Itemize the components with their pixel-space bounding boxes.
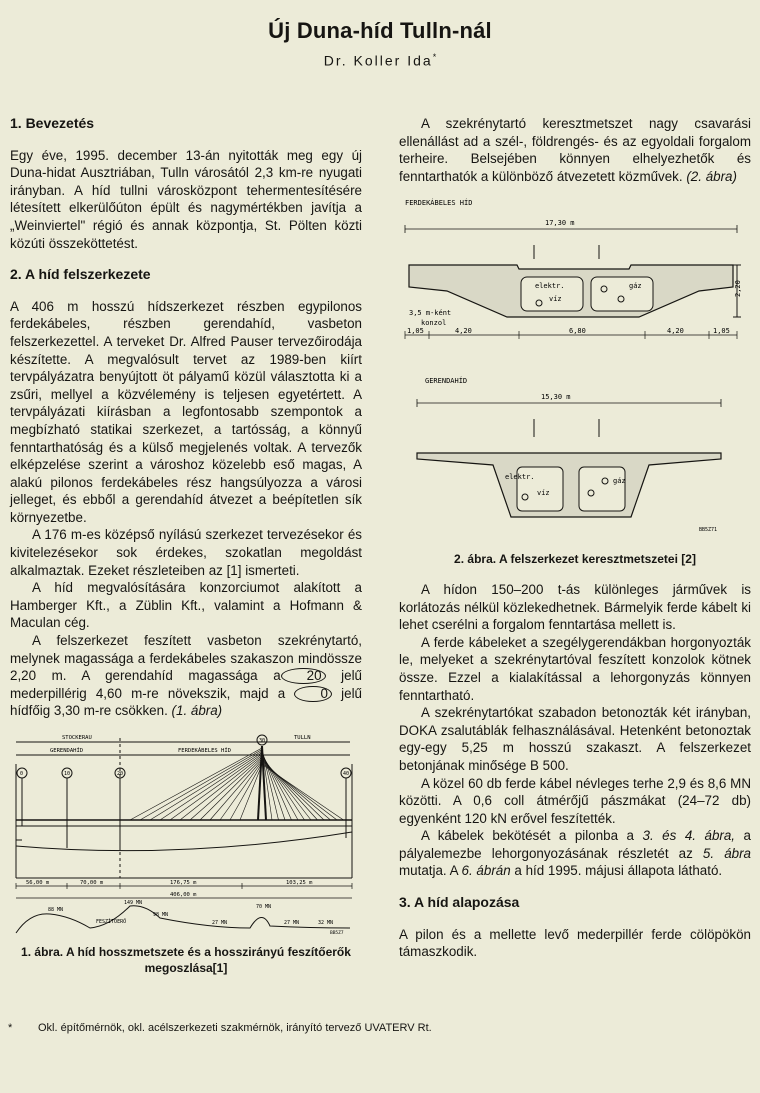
pier-marker-0: 0 bbox=[294, 686, 331, 702]
force-label-3: 98 MN bbox=[153, 912, 169, 918]
p5-part-c: jelű hídfőig 3,30 m-re csökken. bbox=[10, 685, 362, 719]
vehicles-paragraph: A hídon 150–200 t-ás különleges járművek is korlátozás nélkül közlekedhetnek. Bármelyik ferde kábelt ki lehet cserélni a forgalom fenntartása mellett is. bbox=[399, 581, 751, 633]
figure-1-caption: 1. ábra. A híd hosszmetszete és a hosszirányú feszítőerők megoszlása[1] bbox=[21, 944, 351, 975]
span-label-1: 56,00 m bbox=[26, 880, 50, 886]
cs1-dim-2: 4,20 bbox=[455, 327, 472, 336]
fig1-tag: BB5Z7 bbox=[330, 931, 344, 936]
force-label-2: 149 MN bbox=[124, 900, 143, 906]
p5-part-a: A felszerkezet feszített vasbeton szekrénytartó, melynek magassága a ferdekábeles szakaszon mindössze 2,20 m. A gerendahíd magassága a bbox=[10, 633, 362, 684]
right-column bbox=[399, 115, 751, 961]
cs1-dim-3: 6,80 bbox=[569, 327, 586, 336]
footnote-text: Okl. építőmérnök, okl. acélszerkezeti szakmérnök, irányító tervező UVATERV Rt. bbox=[38, 1022, 432, 1034]
force-label-1: 88 MN bbox=[48, 907, 64, 913]
superstructure-paragraph-2: A 176 m-es középső nyílású szerkezet tervezésekor és kivitelezésekor sok érdekes, szokatlan megoldást alkalmaztak. Ezeket részleteiben az [1] ismerteti. bbox=[10, 527, 362, 578]
cs-label-girder: GERENDAHÍD bbox=[425, 377, 468, 386]
author-name: Dr. Koller Ida bbox=[323, 52, 433, 69]
gerendahid-label: GERENDAHÍD bbox=[50, 748, 84, 754]
stay-cable bbox=[150, 751, 262, 820]
figures-paragraph bbox=[399, 827, 751, 880]
p5-part-b: jelű mederpillérig 4,60 m-re növekszik, majd a bbox=[10, 668, 362, 701]
stay-cable bbox=[262, 765, 344, 821]
pier-label-10: 10 bbox=[64, 771, 71, 777]
tulln-label: TULLN bbox=[294, 735, 311, 741]
cs1-dim-1: 1,05 bbox=[407, 327, 424, 336]
p6-part-c: mutatja. A bbox=[399, 863, 458, 879]
figure-ref-2[interactable]: (2. ábra) bbox=[686, 168, 737, 184]
section-heading-intro: 1. Bevezetés bbox=[10, 115, 95, 131]
author-footnote-mark: * bbox=[432, 52, 437, 62]
left-column bbox=[10, 115, 362, 976]
longitudinal-section-drawing bbox=[10, 728, 362, 936]
cs1-konzol-2: konzol bbox=[421, 319, 447, 328]
stay-cable bbox=[130, 748, 262, 820]
force-curve bbox=[16, 906, 350, 933]
figure-ref-5[interactable]: 5. ábra bbox=[702, 845, 751, 861]
cables-paragraph: A közel 60 db ferde kábel névleges terhe 2,9 és 8,6 MN közötti. A 0,6 coll átmérőjű pászmákat (24–72 db) egyenként 120 kN erővel feszítették. bbox=[399, 775, 751, 826]
stay-cable bbox=[160, 753, 262, 821]
pier-label-30: 30 bbox=[259, 738, 266, 744]
cs2-gaz: gáz bbox=[613, 477, 626, 486]
total-length-label: 406,00 m bbox=[170, 892, 197, 898]
figure-ref-6[interactable]: 6. ábrán bbox=[461, 863, 511, 879]
footnote bbox=[8, 1022, 748, 1034]
span-label-4: 103,25 m bbox=[286, 880, 313, 886]
figure-1 bbox=[10, 728, 362, 976]
pier-label-20: 20 bbox=[117, 771, 124, 777]
figure-ref-1[interactable]: (1. ábra) bbox=[171, 703, 223, 719]
cs1-viz: víz bbox=[549, 295, 562, 304]
force-label-6: 27 MN bbox=[284, 920, 300, 926]
footnote-mark: * bbox=[8, 1022, 13, 1034]
cs2-elektr: elektr. bbox=[505, 473, 535, 482]
cs1-dim-5: 1,05 bbox=[713, 327, 730, 336]
cs-label-cable: FERDEKÁBELES HÍD bbox=[405, 199, 473, 208]
concreting-paragraph: A szekrénytartókat szabadon betonozták két irányban, DOKA zsalutáblák felhasználásával. Hetenként betonoztak egy-egy 5,25 m hosszú szakaszt. A felszerkezet betonjának minősége B 500. bbox=[399, 705, 751, 773]
cs1-height: 2,20 bbox=[734, 280, 742, 298]
stockerau-label: STOCKERAU bbox=[62, 735, 92, 741]
box-girder-text: A szekrénytartó keresztmetszet nagy csavarási ellenállást ad a szél-, földrengés- és az egyoldali forgalom terheire. Belsejében könnyen elhelyezhetők és fenntarthatók a különböző átvezetett közművek. bbox=[399, 116, 751, 184]
pier-label-40: 40 bbox=[343, 771, 350, 777]
p6-part-b: a pályalemezbe lehorgonyozásának részletét az bbox=[399, 828, 751, 861]
stay-cable bbox=[140, 750, 262, 821]
stay-cable bbox=[180, 756, 262, 821]
foundation-paragraph: A pilon és a mellette levő mederpillér ferde cölöpökön támaszkodik. bbox=[399, 926, 751, 960]
author-line bbox=[0, 52, 760, 69]
cs1-dim-4: 4,20 bbox=[667, 327, 684, 336]
cs2-width: 15,30 m bbox=[541, 393, 571, 402]
intro-paragraph: Egy éve, 1995. december 13-án nyitották meg egy új Duna-hidat Ausztriában, Tulln városától 2,3 km-re nyugati irányban. A híd tullni városközpont tehermentesítésére létesített elkerülőúton épült és nagymértékben javítja a „Weinviertel" régió és annak központja, St. Pölten közti közúti összeköttetést. bbox=[10, 147, 362, 251]
span-label-2: 70,00 m bbox=[80, 880, 104, 886]
cs1-konzol-1: 3,5 m-ként bbox=[409, 309, 452, 318]
figure-2 bbox=[399, 197, 751, 567]
pier-label-0: 0 bbox=[20, 771, 24, 777]
section-heading-superstructure: 2. A híd felszerkezete bbox=[10, 266, 151, 283]
cs2-viz: víz bbox=[537, 489, 550, 498]
force-label-5: 70 MN bbox=[256, 904, 272, 910]
cs1-elektr: elektr. bbox=[535, 282, 565, 291]
box-girder-paragraph bbox=[399, 115, 751, 185]
cs1-width: 17,30 m bbox=[545, 219, 575, 228]
force-label-7: 32 MN bbox=[318, 920, 334, 926]
figure-2-caption: 2. ábra. A felszerkezet keresztmetszetei [2] bbox=[454, 551, 696, 566]
stay-cable bbox=[262, 762, 331, 821]
superstructure-paragraph-4 bbox=[10, 632, 362, 720]
feszitoero-label: FESZÍTŐERŐ bbox=[96, 919, 127, 925]
span-label-3: 176,75 m bbox=[170, 880, 197, 886]
cross-section-drawing bbox=[399, 197, 751, 542]
force-label-4: 27 MN bbox=[212, 920, 228, 926]
fig2-tag: BB5Z71 bbox=[699, 527, 718, 534]
p6-part-d: a híd 1995. májusi állapota látható. bbox=[514, 863, 723, 879]
anchorage-paragraph: A ferde kábeleket a szegélygerendákban horgonyozták le, melyeket a szekrénytartóval feszített konzolok kötnek össze. Ezzel a kialakítással a lehorgonyzás könnyen fenntartható. bbox=[399, 634, 751, 703]
ferdekabeles-label: FERDEKÁBELES HÍD bbox=[178, 748, 231, 754]
superstructure-paragraph-3: A híd megvalósítására konzorciumot alakított a Hamberger Kft., a Züblin Kft., valamint a Hofmann & Maculan cég. bbox=[10, 580, 362, 631]
section-heading-foundation: 3. A híd alapozása bbox=[399, 894, 520, 911]
figure-ref-3-4[interactable]: 3. és 4. ábra, bbox=[642, 828, 736, 844]
article-title: Új Duna-híd Tulln-nál bbox=[268, 18, 492, 43]
superstructure-paragraph-1: A 406 m hosszú hídszerkezet részben egypilonos ferdekábeles, részben gerendahíd, vasbeton felszerkezettel. A terveket Dr. Alfred Pauser tervezőirodája készítette. A megvalósult tervet az 1989-ben kiírt tervpályázatra benyújtott öt pályamű közül választotta ki a zsűri, mellyel a közvélemény is teljesen egyetértett. A tervpályázati kiírásban a legfontosabb szempontok a megbízható statikai szerkezet, a tartósság, a könnyű fenntarthatóság és a külső megjelenés voltak. A tervezők elképzelése szerint a városhoz közelebb eső magas, A alakú pilonos ferdekábeles rész hangsúlyozza a városi jelleget, és ebből a gerendahíd átvezet a beépítetlen sík környezetbe. bbox=[10, 298, 362, 525]
cs1-gaz: gáz bbox=[629, 282, 642, 291]
stay-cable bbox=[262, 763, 337, 820]
pier-marker-20: 20 bbox=[281, 668, 326, 684]
p6-part-a: A kábelek bekötését a pilonba a bbox=[421, 828, 634, 844]
